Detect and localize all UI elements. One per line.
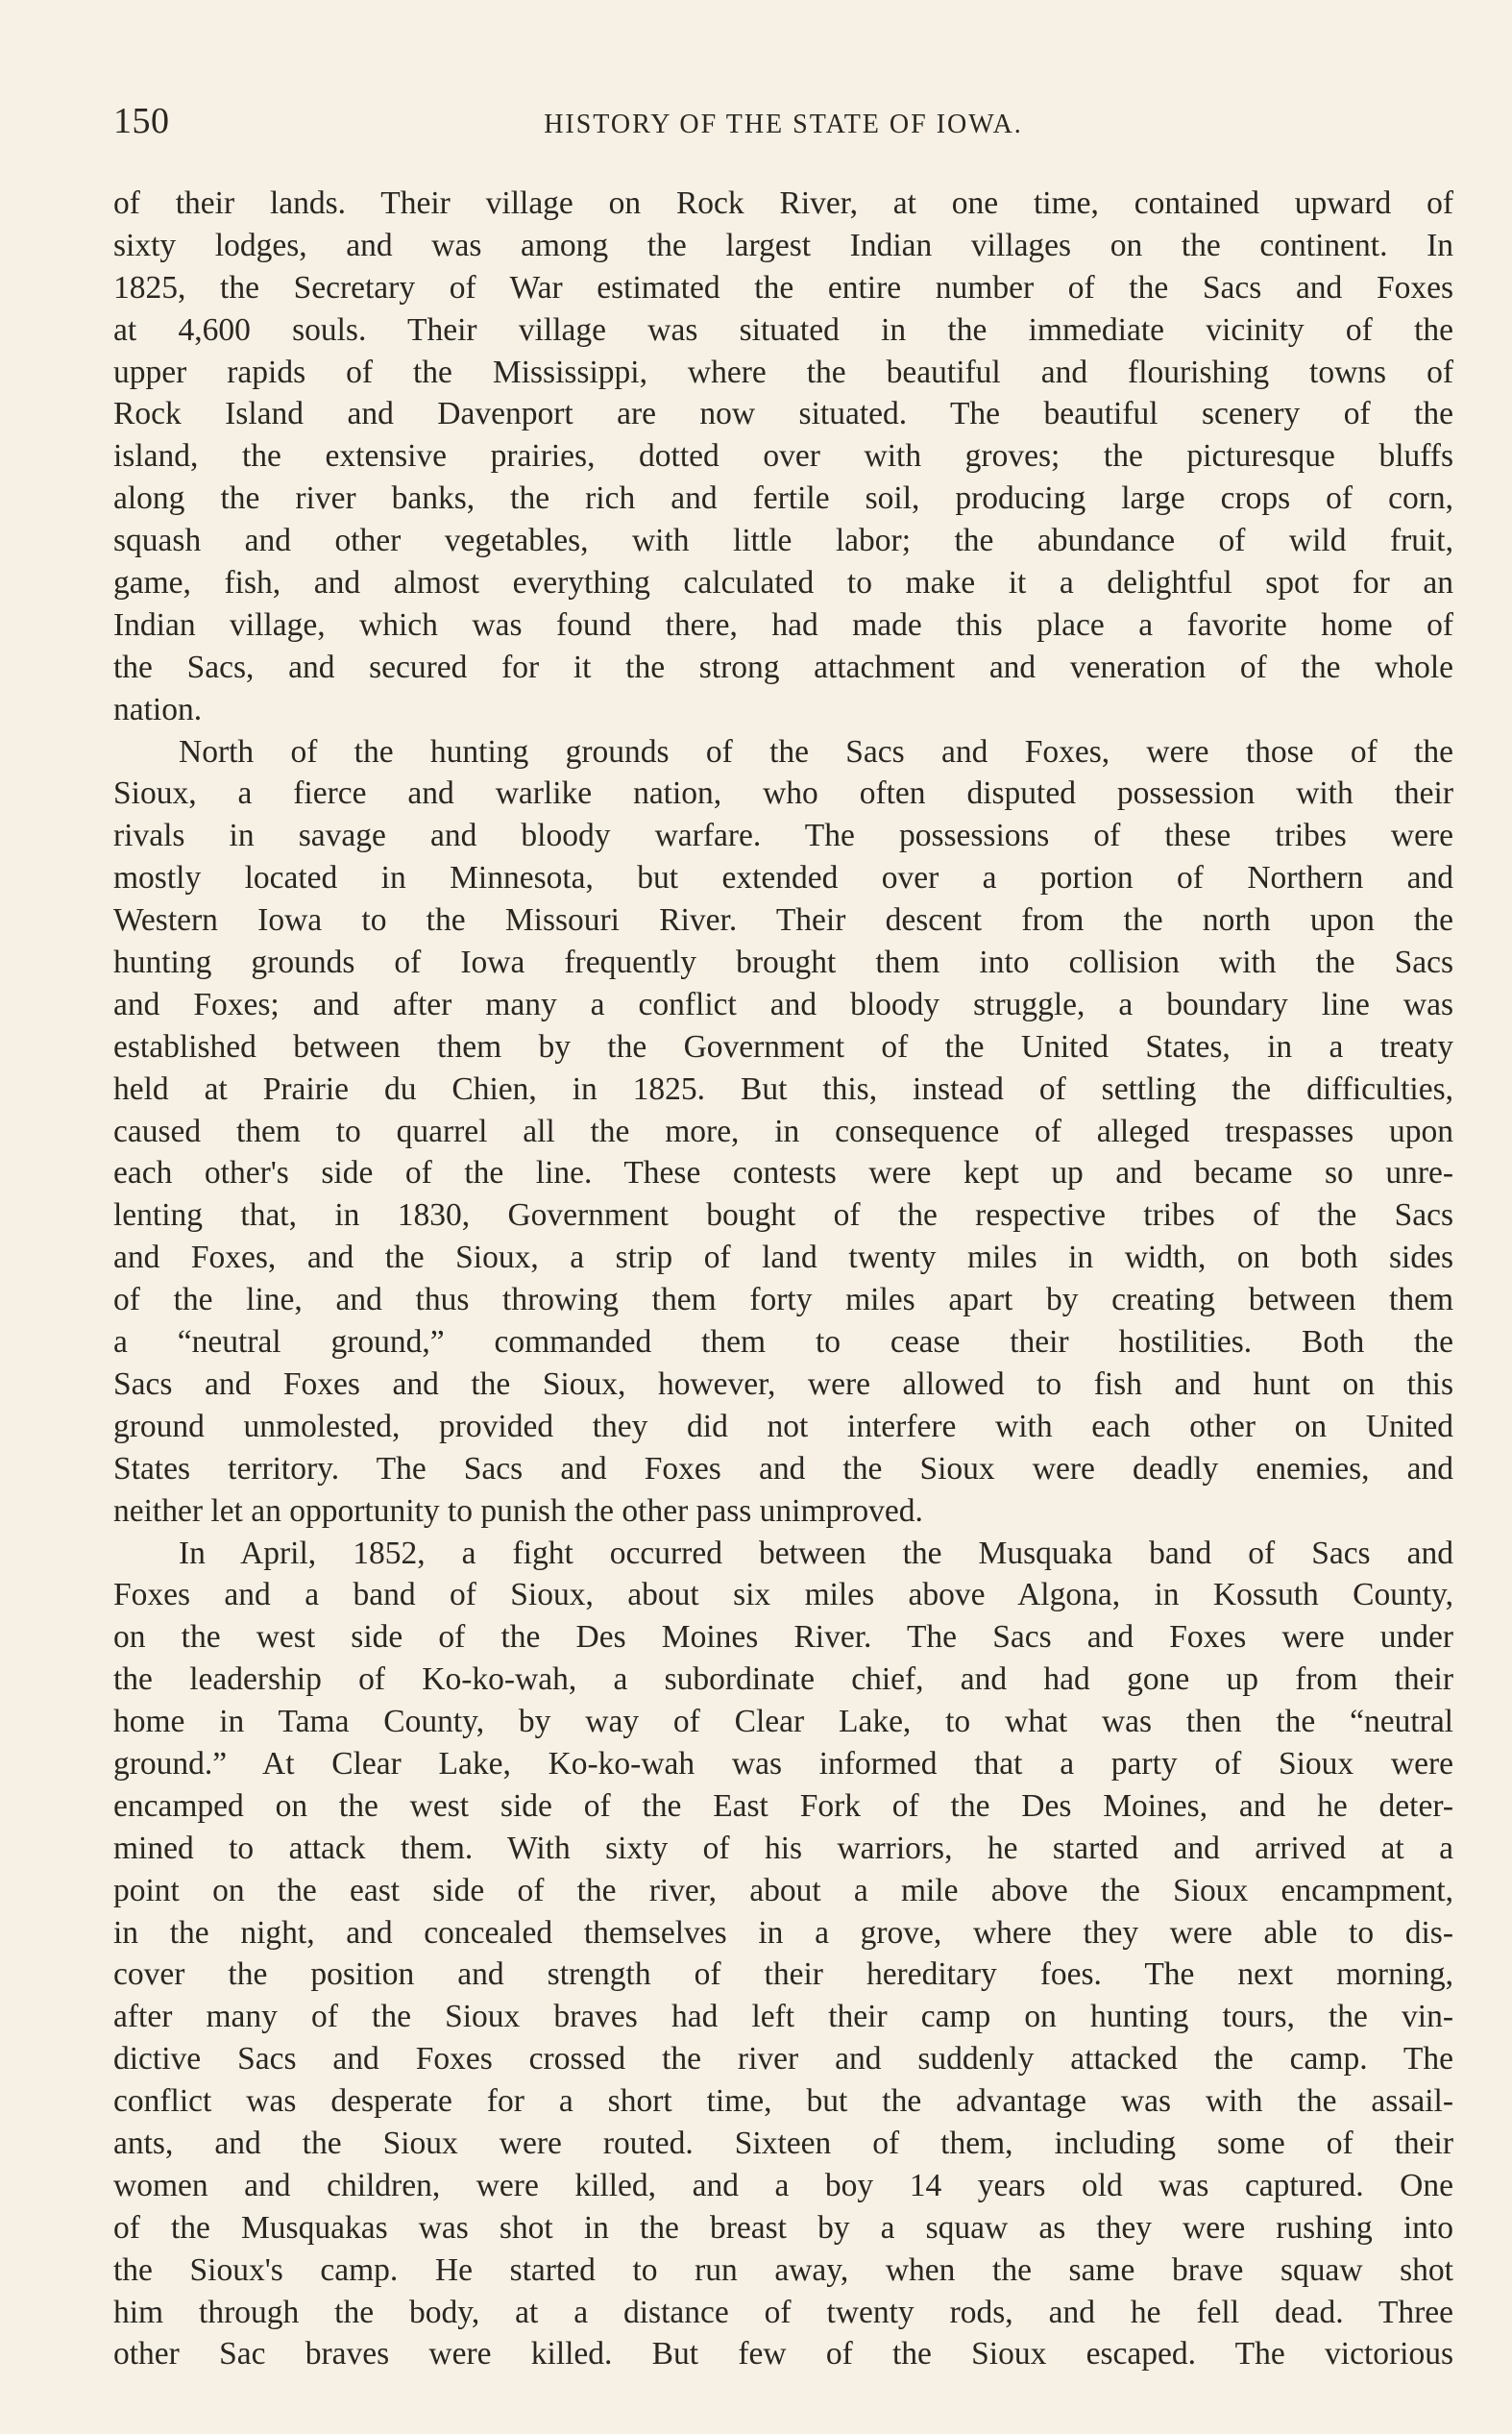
paragraph-end-line: neither let an opportunity to punish the other pass unimproved.	[113, 1492, 923, 1529]
text-line: ground unmolested, provided they did not interfere with each other on United	[113, 1408, 1453, 1444]
text-line: a “neutral ground,” commanded them to cease their hostilities. Both the	[113, 1324, 1453, 1361]
text-line: ground.” At Clear Lake, Ko-ko-wah was informed that a party of Sioux were	[113, 1745, 1453, 1782]
text-line: the leadership of Ko-ko-wah, a subordinate chief, and had gone up from their	[113, 1661, 1453, 1698]
text-line: Foxes and a band of Sioux, about six miles above Algona, in Kossuth County,	[113, 1577, 1453, 1613]
text-line: women and children, were killed, and a boy 14 years old was captured. One	[113, 2167, 1453, 2203]
text-line: held at Prairie du Chien, in 1825. But this, instead of settling the difficulties,	[113, 1070, 1453, 1107]
text-line: other Sac braves were killed. But few of the Sioux escaped. The victorious	[113, 2336, 1453, 2373]
text-line: rivals in savage and bloody warfare. The possessions of these tribes were	[113, 818, 1453, 854]
text-line: of the line, and thus throwing them forty miles apart by creating between them	[113, 1282, 1453, 1318]
text-line: the Sacs, and secured for it the strong attachment and veneration of the whole	[113, 649, 1453, 685]
text-line: of their lands. Their village on Rock River, at one time, contained upward of	[113, 185, 1453, 221]
text-line: and Foxes, and the Sioux, a strip of land twenty miles in width, on both sides	[113, 1240, 1453, 1276]
text-line: ants, and the Sioux were routed. Sixteen of them, including some of their	[113, 2125, 1453, 2161]
text-line: point on the east side of the river, about a mile above the Sioux encampment,	[113, 1872, 1453, 1908]
text-line: established between them by the Government of the United States, in a treaty	[113, 1028, 1453, 1065]
text-line: dictive Sacs and Foxes crossed the river and suddenly attacked the camp. The	[113, 2041, 1453, 2078]
running-title: HISTORY OF THE STATE OF IOWA.	[544, 110, 1023, 139]
text-line: at 4,600 souls. Their village was situated in the immediate vicinity of the	[113, 311, 1453, 348]
text-line: island, the extensive prairies, dotted over with groves; the picturesque bluffs	[113, 438, 1453, 475]
text-line: upper rapids of the Mississippi, where the beautiful and flourishing towns of	[113, 354, 1453, 390]
text-line: lenting that, in 1830, Government bought of the respective tribes of the Sacs	[113, 1197, 1453, 1234]
text-line: of the Musquakas was shot in the breast by a squaw as they were rushing into	[113, 2209, 1453, 2246]
text-line: squash and other vegetables, with little labor; the abundance of wild fruit,	[113, 523, 1453, 559]
text-line: Sacs and Foxes and the Sioux, however, were allowed to fish and hunt on this	[113, 1365, 1453, 1402]
body-text	[113, 183, 1453, 2375]
text-line: along the river banks, the rich and fertile soil, producing large crops of corn,	[113, 480, 1453, 517]
text-line: sixty lodges, and was among the largest Indian villages on the continent. In	[113, 227, 1453, 263]
page-number: 150	[113, 101, 170, 141]
text-line: Western Iowa to the Missouri River. Their descent from the north upon the	[113, 902, 1453, 939]
text-line: Rock Island and Davenport are now situated. The beautiful scenery of the	[113, 396, 1453, 432]
text-line: encamped on the west side of the East Fork of the Des Moines, and he deter-	[113, 1787, 1453, 1824]
text-line: on the west side of the Des Moines River. The Sacs and Foxes were under	[113, 1619, 1453, 1656]
text-line: Indian village, which was found there, had made this place a favorite home of	[113, 606, 1453, 643]
text-line: 1825, the Secretary of War estimated the entire number of the Sacs and Foxes	[113, 269, 1453, 306]
text-line: him through the body, at a distance of twenty rods, and he fell dead. Three	[113, 2294, 1453, 2330]
text-line: game, fish, and almost everything calculated to make it a delightful spot for an	[113, 565, 1453, 602]
paragraph-start-line: North of the hunting grounds of the Sacs and Foxes, were those of the	[179, 733, 1453, 770]
paragraph-start-line: In April, 1852, a fight occurred between the Musquaka band of Sacs and	[179, 1535, 1453, 1571]
text-line: mostly located in Minnesota, but extended over a portion of Northern and	[113, 860, 1453, 897]
text-line: caused them to quarrel all the more, in consequence of alleged trespasses upon	[113, 1113, 1453, 1149]
text-line: and Foxes; and after many a conflict and bloody struggle, a boundary line was	[113, 986, 1453, 1022]
text-line: the Sioux's camp. He started to run away, when the same brave squaw shot	[113, 2251, 1453, 2288]
text-line: conflict was desperate for a short time, but the advantage was with the assail-	[113, 2083, 1453, 2120]
text-line: Sioux, a fierce and warlike nation, who often disputed possession with their	[113, 775, 1453, 812]
text-line: hunting grounds of Iowa frequently brought them into collision with the Sacs	[113, 945, 1453, 981]
text-line: States territory. The Sacs and Foxes and the Sioux were deadly enemies, and	[113, 1450, 1453, 1487]
text-line: cover the position and strength of their hereditary foes. The next morning,	[113, 1956, 1453, 1993]
text-line: after many of the Sioux braves had left their camp on hunting tours, the vin-	[113, 1999, 1453, 2035]
text-line: each other's side of the line. These contests were kept up and became so unre-	[113, 1155, 1453, 1192]
paragraph-end-line: nation.	[113, 691, 203, 727]
text-line: in the night, and concealed themselves in a grove, where they were able to dis-	[113, 1914, 1453, 1951]
text-line: home in Tama County, by way of Clear Lake, to what was then the “neutral	[113, 1704, 1453, 1740]
page-header	[113, 100, 1453, 158]
text-line: mined to attack them. With sixty of his warriors, he started and arrived at a	[113, 1830, 1453, 1866]
